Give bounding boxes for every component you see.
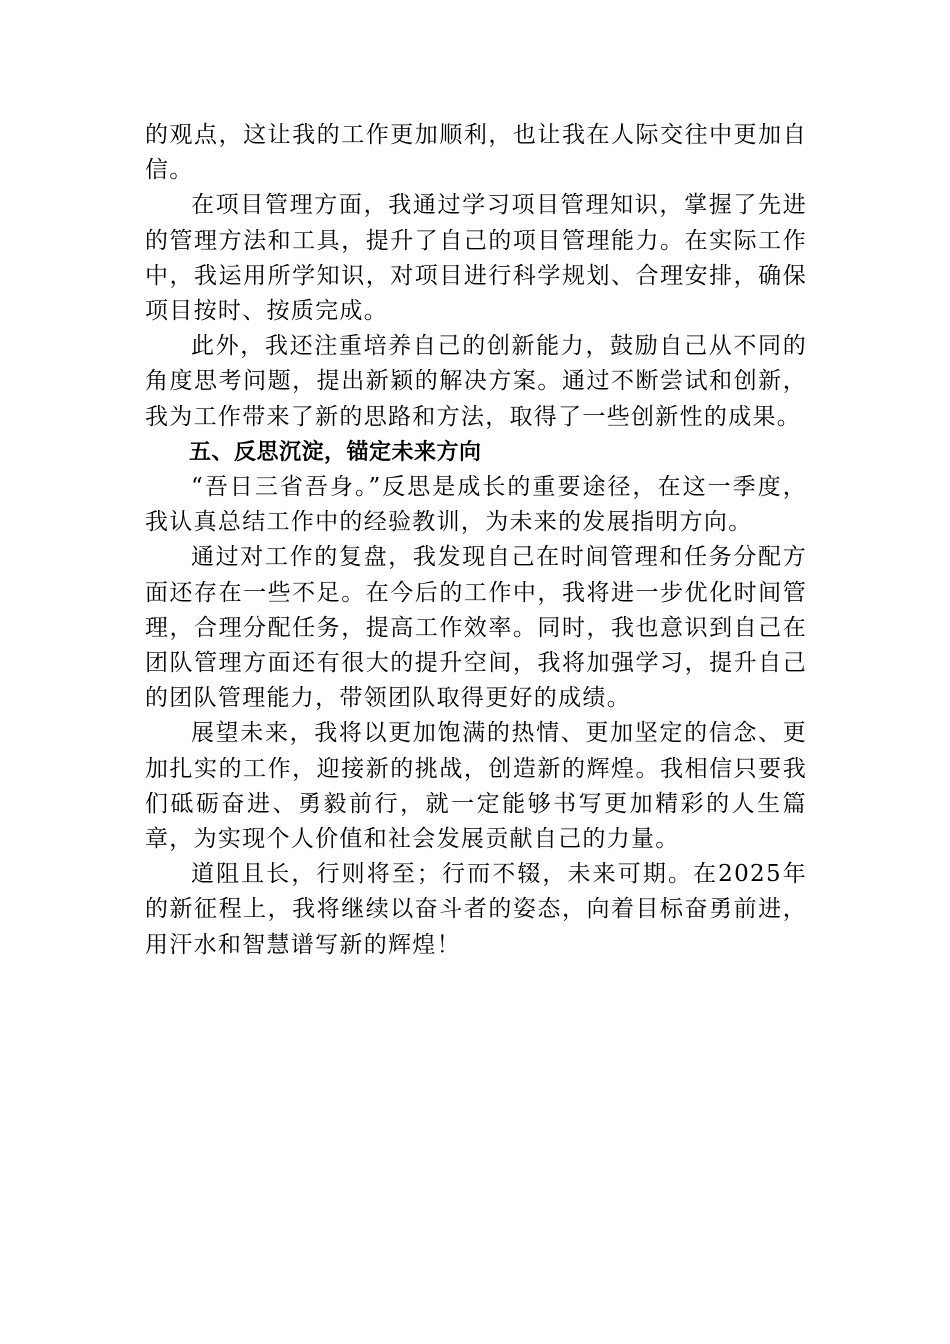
paragraph-closing: 道阻且长，行则将至；行而不辍，未来可期。在2025年的新征程上，我将继续以奋斗者的姿态，向着目标奋勇前进，用汗水和智慧谱写新的辉煌！ [145,861,807,958]
paragraph-project-management: 在项目管理方面，我通过学习项目管理知识，掌握了先进的管理方法和工具，提升了自己的项目管理能力。在实际工作中，我运用所学知识，对项目进行科学规划、合理安排，确保项目按时、按质完成。 [145,192,807,325]
paragraph-review: 通过对工作的复盘，我发现自己在时间管理和任务分配方面还存在一些不足。在今后的工作中，我将进一步优化时间管理，合理分配任务，提高工作效率。同时，我也意识到自己在团队管理方面还有很大的提升空间，我将加强学习，提升自己的团队管理能力，带领团队取得更好的成绩。 [145,544,807,712]
section-heading: 五、反思沉淀，锚定未来方向 [189,439,482,465]
paragraph-reflection: “吾日三省吾身。”反思是成长的重要途径，在这一季度，我认真总结工作中的经验教训，为未来的发展指明方向。 [145,474,807,536]
paragraph-continuation: 的观点，这让我的工作更加顺利，也让我在人际交往中更加自信。 [145,122,807,184]
document-page [145,118,807,963]
paragraph-innovation: 此外，我还注重培养自己的创新能力，鼓励自己从不同的角度思考问题，提出新颖的解决方案。通过不断尝试和创新，我为工作带来了新的思路和方法，取得了一些创新性的成果。 [145,333,807,430]
paragraph-outlook: 展望未来，我将以更加饱满的热情、更加坚定的信念、更加扎实的工作，迎接新的挑战，创造新的辉煌。我相信只要我们砥砺奋进、勇毅前行，就一定能够书写更加精彩的人生篇章，为实现个人价值和社会发展贡献自己的力量。 [145,720,807,853]
